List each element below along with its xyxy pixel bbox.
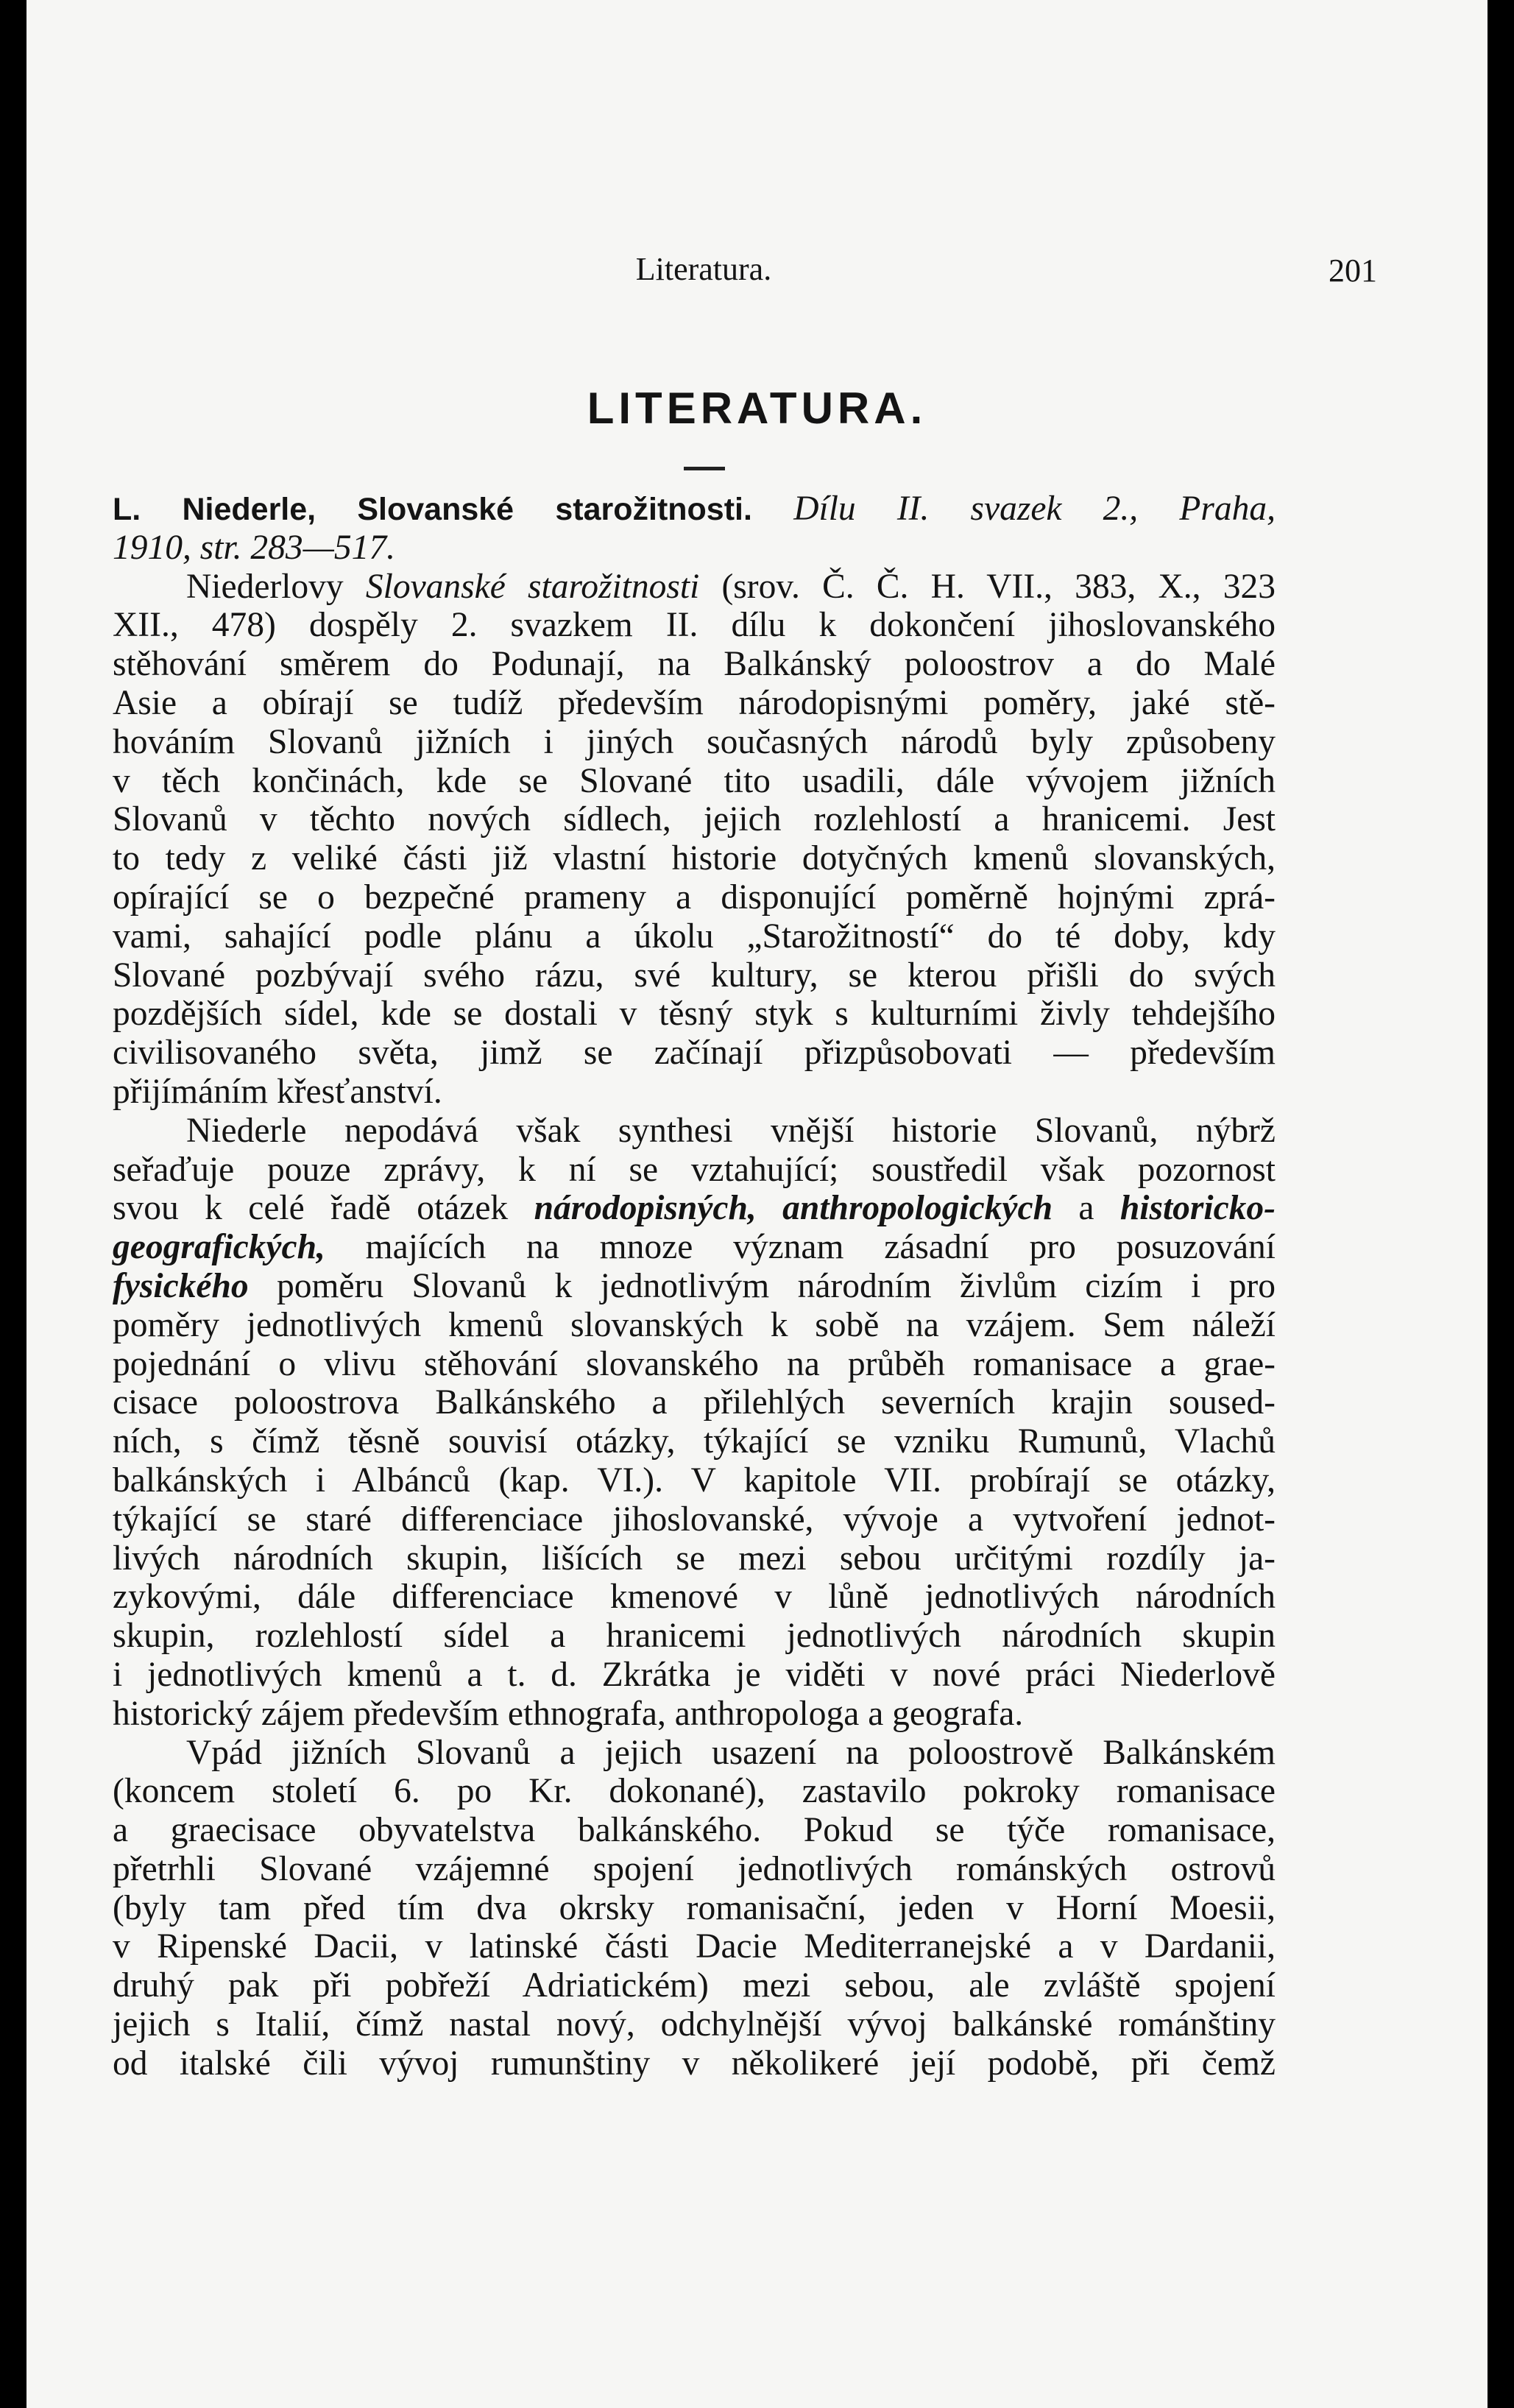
text-segment: Niederle nepodává však synthesi vnější historie Slovanů, nýbrž	[186, 1111, 1276, 1150]
text-line	[113, 1306, 1276, 1345]
text-segment: a	[1053, 1189, 1120, 1228]
text-segment: historicko-	[1119, 1189, 1276, 1228]
text-line	[113, 1539, 1276, 1578]
text-line	[113, 1656, 1276, 1695]
text-segment: vami, sahající podle plánu a úkolu „Starožitností“ do té doby, kdy	[113, 917, 1276, 956]
text-line	[113, 1811, 1276, 1850]
text-line	[113, 1695, 1276, 1734]
text-line	[113, 1500, 1276, 1539]
running-head-title: Literatura.	[635, 251, 772, 287]
text-segment: opírající se o bezpečné prameny a disponující poměrně hojnými zprá-	[113, 878, 1276, 917]
text-line	[113, 1073, 1276, 1112]
text-segment: zykovými, dále differenciace kmenové v lůně jednotlivých národních	[113, 1578, 1276, 1617]
text-line	[113, 1772, 1276, 1811]
text-segment: livých národních skupin, lišících se mezi sebou určitými rozdíly ja-	[113, 1539, 1276, 1578]
text-line	[113, 956, 1276, 995]
text-line	[113, 1228, 1276, 1267]
text-line	[113, 490, 1276, 529]
text-segment: stěhování směrem do Podunají, na Balkánský poloostrov a do Malé	[113, 645, 1276, 684]
text-line	[113, 1734, 1276, 1773]
text-segment: historický zájem především ethnografa, anthropologa a geografa.	[113, 1694, 1024, 1733]
text-segment: Slovanské starožitnosti	[365, 567, 700, 606]
text-segment: v Ripenské Dacii, v latinské části Dacie Mediterranejské a v Dardanii,	[113, 1927, 1276, 1966]
text-segment: hováním Slovanů jižních i jiných současných národů byly způsobeny	[113, 722, 1276, 761]
text-segment: svou k celé řadě otázek	[113, 1189, 534, 1228]
text-line	[113, 1383, 1276, 1422]
text-line	[113, 645, 1276, 684]
text-line	[113, 2044, 1276, 2083]
text-segment: majících na mnoze význam zásadní pro posuzování	[325, 1228, 1276, 1267]
text-segment: Asie a obírají se tudíž především národopisnými poměry, jaké stě-	[113, 683, 1276, 722]
text-line	[113, 1850, 1276, 1889]
book-page	[26, 0, 1488, 2408]
text-line	[113, 1422, 1276, 1461]
text-segment: týkající se staré differenciace jihoslovanské, vývoje a vytvoření jednot-	[113, 1500, 1276, 1539]
text-line	[113, 917, 1276, 956]
text-line	[113, 1034, 1276, 1073]
text-segment: a graecisace obyvatelstva balkánského. Pokud se týče romanisace,	[113, 1811, 1276, 1850]
text-line	[113, 1461, 1276, 1500]
text-segment: (srov. Č. Č. H. VII., 383, X., 323	[699, 567, 1276, 606]
section-title: LITERATURA.	[587, 384, 927, 433]
text-segment: skupin, rozlehlostí sídel a hranicemi jednotlivých národních skupin	[113, 1617, 1276, 1656]
text-line	[113, 606, 1276, 645]
text-line	[113, 800, 1276, 839]
text-segment: geografických,	[113, 1228, 325, 1267]
text-line	[113, 1189, 1276, 1228]
text-line	[113, 1578, 1276, 1617]
text-segment: (byly tam před tím dva okrsky romanisační, jeden v Horní Moesii,	[113, 1888, 1276, 1927]
text-line	[113, 1966, 1276, 2005]
text-segment: balkánských i Albánců (kap. VI.). V kapitole VII. probírají se otázky,	[113, 1461, 1276, 1500]
text-line	[113, 762, 1276, 801]
text-segment: i jednotlivých kmenů a t. d. Zkrátka je viděti v nové práci Niederlově	[113, 1655, 1276, 1694]
text-segment: druhý pak při pobřeží Adriatickém) mezi sebou, ale zvláště spojení	[113, 1966, 1276, 2005]
text-segment: Dílu II. svazek 2., Praha,	[793, 490, 1276, 528]
text-line	[113, 1267, 1276, 1306]
text-segment: v těch končinách, kde se Slované tito usadili, dále vývojem jižních	[113, 761, 1276, 800]
text-segment: L. Niederle, Slovanské starožitnosti.	[113, 492, 794, 527]
text-segment: národopisných, anthropologických	[534, 1189, 1053, 1228]
text-segment: Vpád jižních Slovanů a jejich usazení na poloostrově Balkánském	[186, 1733, 1276, 1772]
text-segment: pozdějších sídel, kde se dostali v těsný styk s kulturními živly tehdejšího	[113, 995, 1276, 1034]
text-segment: pojednání o vlivu stěhování slovanského na průběh romanisace a grae-	[113, 1344, 1276, 1383]
running-head	[26, 250, 1488, 294]
text-line	[113, 1112, 1276, 1151]
text-segment: cisace poloostrova Balkánského a přilehlých severních krajin soused-	[113, 1383, 1276, 1422]
text-line	[113, 1617, 1276, 1656]
text-line	[113, 684, 1276, 723]
text-line	[113, 1927, 1276, 1966]
text-segment: (koncem století 6. po Kr. dokonané), zastavilo pokroky romanisace	[113, 1772, 1276, 1811]
text-line	[113, 529, 1276, 568]
text-segment: jejich s Italií, čímž nastal nový, odchylnější vývoj balkánské románštiny	[113, 2005, 1276, 2044]
text-line	[113, 1345, 1276, 1384]
text-line	[113, 723, 1276, 762]
text-line	[113, 995, 1276, 1034]
text-segment: ních, s čímž těsně souvisí otázky, týkající se vzniku Rumunů, Vlachů	[113, 1422, 1276, 1461]
text-line	[113, 1889, 1276, 1928]
text-line	[113, 2005, 1276, 2044]
text-segment: seřaďuje pouze zprávy, k ní se vztahující; soustředil však pozornost	[113, 1150, 1276, 1189]
page-number: 201	[1329, 253, 1377, 289]
text-segment: Slovanů v těchto nových sídlech, jejich rozlehlostí a hranicemi. Jest	[113, 800, 1276, 839]
text-line	[113, 568, 1276, 607]
text-line	[113, 878, 1276, 917]
text-segment: od italské čili vývoj rumunštiny v několikeré její podobě, při čemž	[113, 2044, 1276, 2083]
text-segment: Slované pozbývají svého rázu, své kultury, se kterou přišli do svých	[113, 956, 1276, 995]
text-segment: civilisovaného světa, jimž se začínají přizpůsobovati — především	[113, 1034, 1276, 1073]
title-divider	[684, 467, 725, 470]
text-segment: to tedy z veliké části již vlastní historie dotyčných kmenů slovanských,	[113, 839, 1276, 878]
text-segment: 1910, str. 283—517.	[113, 528, 396, 567]
text-line	[113, 839, 1276, 878]
text-segment: poměry jednotlivých kmenů slovanských k sobě na vzájem. Sem náleží	[113, 1305, 1276, 1344]
text-segment: poměru Slovanů k jednotlivým národním živlům cizím i pro	[248, 1266, 1276, 1305]
text-segment: XII., 478) dospěly 2. svazkem II. dílu k dokončení jihoslovanského	[113, 606, 1276, 645]
text-segment: fysického	[113, 1266, 249, 1305]
text-segment: přijímáním křesťanství.	[113, 1072, 442, 1111]
body-text	[113, 490, 1276, 2083]
text-segment: Niederlovy	[186, 567, 366, 606]
text-line	[113, 1151, 1276, 1190]
text-segment: přetrhli Slované vzájemné spojení jednotlivých románských ostrovů	[113, 1849, 1276, 1888]
